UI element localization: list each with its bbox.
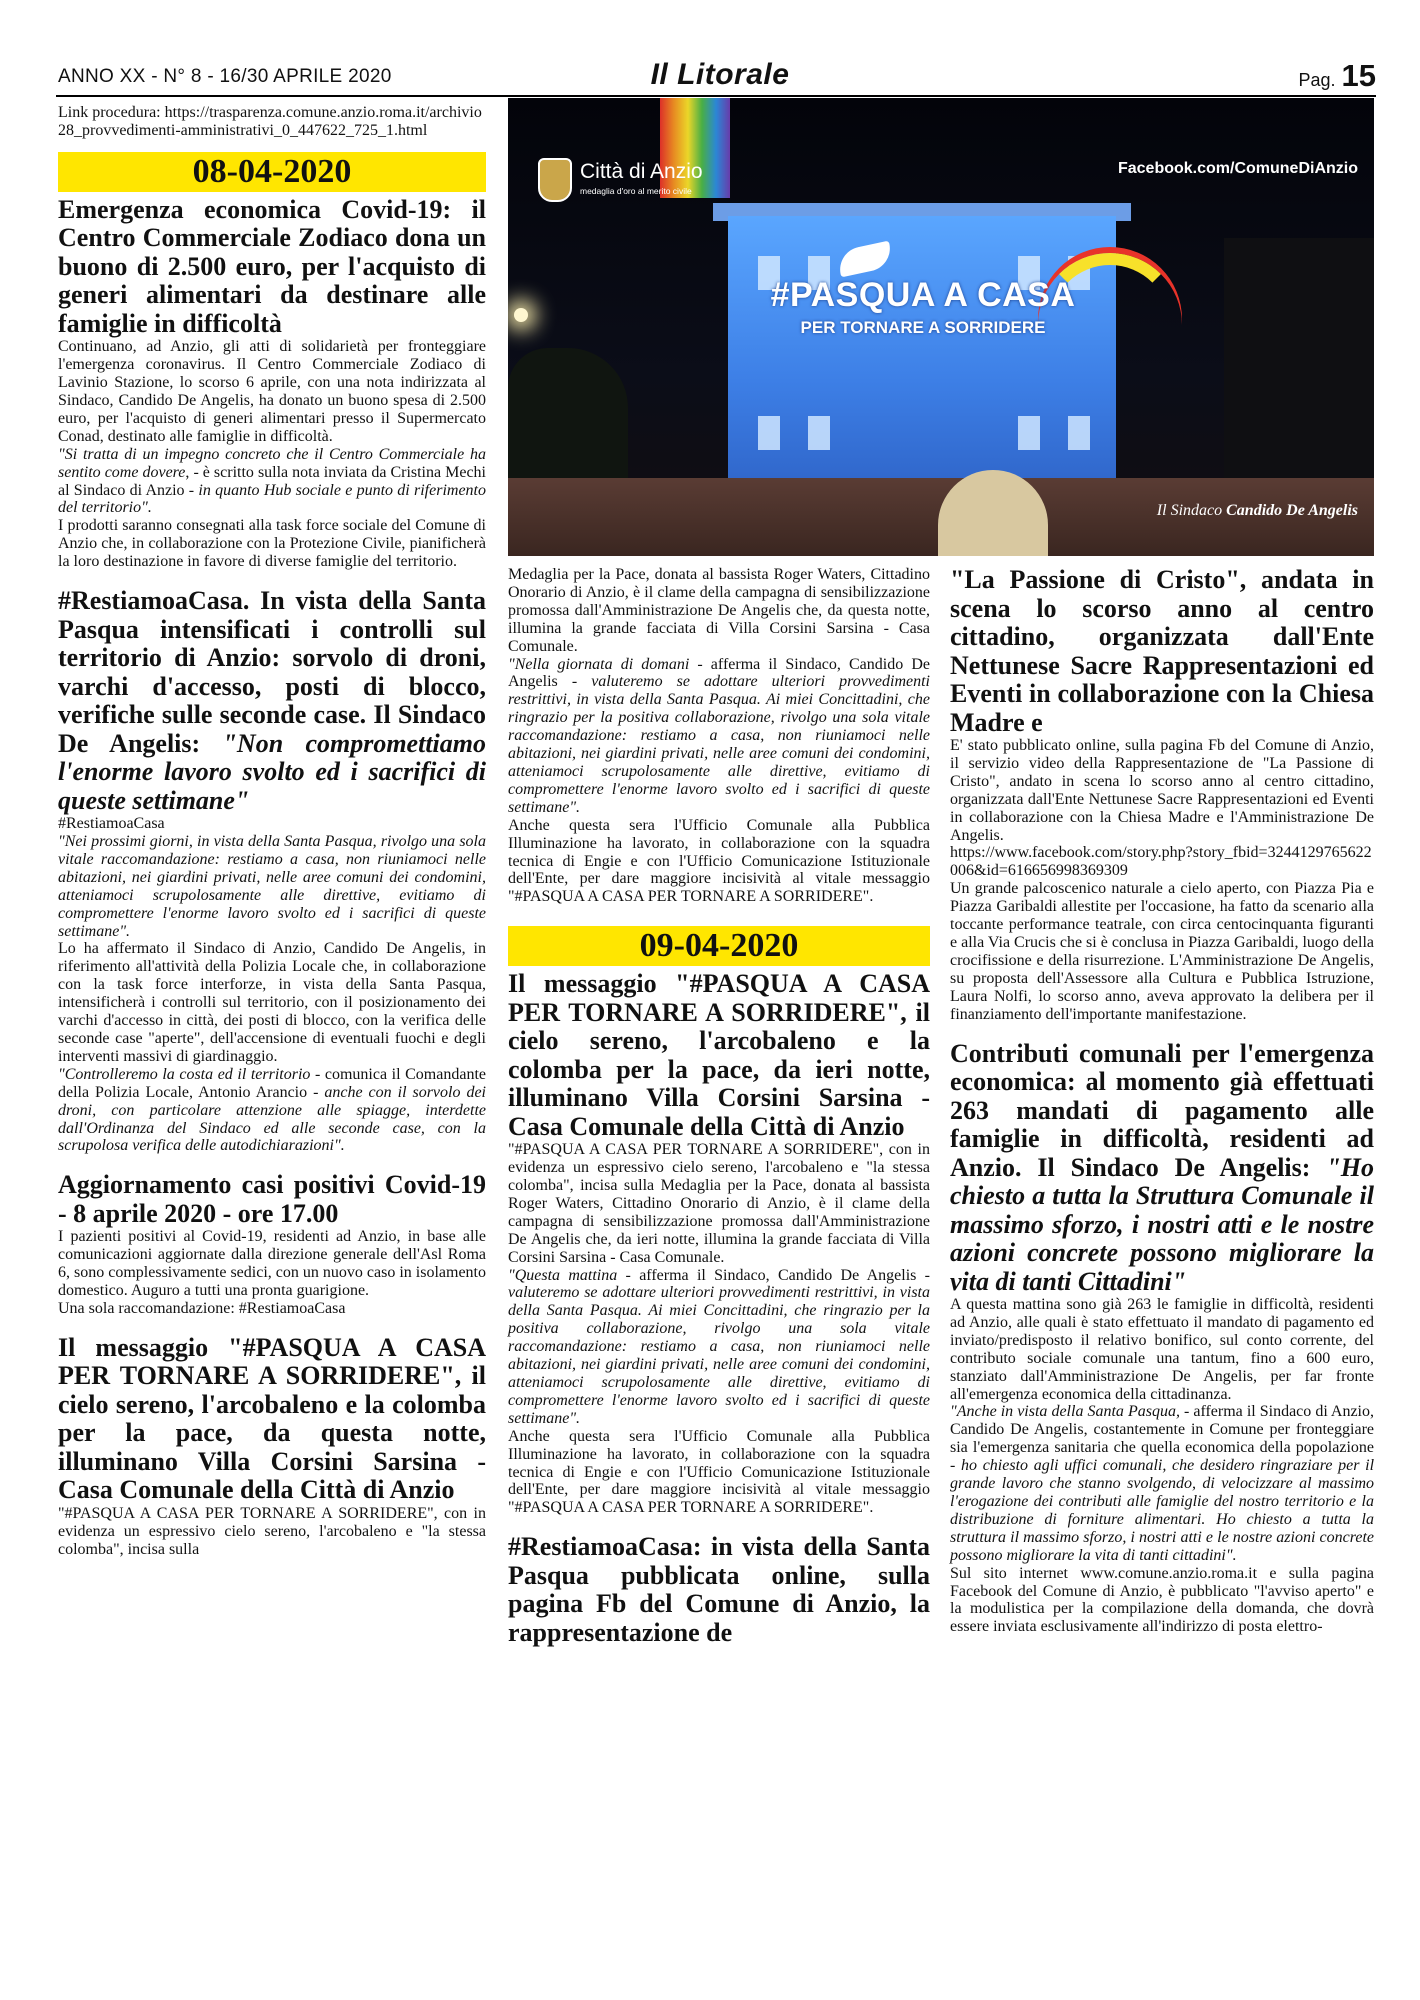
headline-text: Contributi comunali per l'emergenza economica: al momento già effettuati 263 mandati di pagamento alle famiglie in difficoltà, residenti ad Anzio. Il Sindaco De Angelis: [950,1038,1374,1182]
headline-quote: "Ho chiesto a tutta la Struttura Comunale il massimo sforzo, i nostri atti e le nostre azioni concrete possono migliorare la vita di tanti Cittadini" [950,1152,1374,1296]
article-paragraph [508,1267,930,1428]
article-paragraph: Continuano, ad Anzio, gli atti di solidarietà per fronteggiare l'emergenza coronavirus. Il Centro Commerciale Zodiaco di Lavinio Stazione, lo scorso 6 aprile, con una nota indirizzata al Sindaco, Candido De Angelis, ha donato un buono spesa di 2.500 euro, per l'acquisto di generi alimentari presso il Supermercato Conad, destinato alle famiglie in difficoltà. [58,338,486,445]
column-2 [508,566,930,1647]
column-3 [950,566,1374,1636]
headline-text: #RestiamoaCasa. In vista della Santa Pasqua intensificati i controlli sul territorio di Anzio: sorvolo di droni, varchi d'accesso, posti di blocco, verifiche sulle seconde case. Il Sindaco De Angelis: [58,586,486,758]
quote: valuteremo se adottare ulteriori provvedimenti restrittivi, in vista della Santa Pasqua. Ai miei Concittadini, che ringrazio per la positiva collaborazione, rivolgo una sola vitale raccomandazione: restiamo a casa, non riuniamoci nelle abitazioni, nei giardini privati, nelle aree comuni dei condomini, atteniamoci scrupolosamente alle direttive, evitiamo di compromettere l'enorme lavoro svolto ed i sacrifici di queste settimane". [508,1284,930,1427]
quote: valuteremo se adottare ulteriori provvedimenti restrittivi, in vista della Santa Pasqua. Ai miei Concittadini, che ringrazio per la positiva collaborazione, rivolgo una sola vitale raccomandazione: restiamo a casa, non riuniamoci nelle abitazioni, nei giardini privati, nelle aree comuni dei condomini, atteniamoci scrupolosamente alle direttive, evitiamo di compromettere l'enorme lavoro svolto ed i sacrifici di queste settimane". [508,673,930,816]
quote: "Si tratta di un impegno concreto che il Centro Commerciale ha sentito come dovere [58,445,486,481]
caption-prefix: Il Sindaco [1156,502,1227,519]
article-quote: "Nei prossimi giorni, in vista della Santa Pasqua, rivolgo una sola vitale raccomandazione: restiamo a casa, non riuniamoci nelle abitazioni, nei giardini privati, nelle aree comuni dei condomini, atteniamoci scrupolosamente alle direttive, evitiamo di compromettere l'enorme lavoro svolto ed i sacrifici di queste settimane". [58,833,486,940]
date-banner: 09-04-2020 [508,926,930,966]
caption-name: Candido De Angelis [1226,502,1358,519]
article-paragraph: Un grande palcoscenico naturale a cielo aperto, con Piazza Pia e Piazza Garibaldi allestite per l'occasione, ha fatto da scenario alla toccante performance teatrale, con circa centocinquanta figuranti e alla Via Crucis che si è conclusa in Piazza Garibaldi, luogo della crocifissione e della risurrezione. L'Amministrazione De Angelis, su proposta dell'Assessore alla Cultura e Pubblica Istruzione, Laura Nolfi, lo scorso anno, aveva approvato la delibera per il finanziamento dell'importante manifestazione. [950,880,1374,1023]
attribution: - afferma il Sindaco, Candido De Angelis - [617,1266,930,1284]
article-paragraph [58,446,486,518]
article-headline: Aggiornamento casi positivi Covid-19 - 8 aprile 2020 - ore 17.00 [58,1170,486,1228]
tree-silhouette [508,348,628,488]
article-headline: "La Passione di Cristo", andata in scena lo scorso anno al centro cittadino, organizzata dall'Ente Nettunese Sacre Rappresentazioni ed Eventi in collaborazione con la Chiesa Madre e [950,565,1374,737]
window [1018,416,1040,450]
article-paragraph: I prodotti saranno consegnati alla task force sociale del Comune di Anzio che, in collaborazione con la Protezione Civile, pianificherà la loro destinazione in favore di diverse famiglie del territorio. [58,517,486,571]
article-paragraph [950,1403,1374,1564]
attribution: - afferma il Sindaco di Anzio, Candido De Angelis, costantemente in Comune per fronteggiare sia l'emergenza sanitaria che quella economica della popolazione - [950,1403,1375,1475]
window [1068,416,1090,450]
article-headline [58,587,486,815]
article-headline: Emergenza economica Covid-19: il Centro Commerciale Zodiaco dona un buono di 2.500 euro, per l'acquisto di generi alimentari da destinare alle famiglie in difficoltà [58,194,486,338]
villa-photo [508,98,1374,556]
quote: anche con il sorvolo dei droni, con particolare attenzione alle spiagge, interdette dall'Ordinanza del Sindaco ed alle seconde case, con la scrupolosa verifica delle autodichiarazioni". [58,1083,486,1155]
article-headline [950,1040,1374,1297]
article-paragraph: Sul sito internet www.comune.anzio.roma.it e sulla pagina Facebook del Comune di Anzio, è pubblicato "l'avviso aperto" e la modulistica per la compilazione della domanda, che dovrà essere inviata esclusivamente all'indirizzo di posta elettro- [950,1564,1374,1636]
projected-slogan-sub: PER TORNARE A SORRIDERE [800,318,1046,337]
window [758,416,780,450]
column-1 [58,104,486,1559]
attribution: - comunica il Comandante della Polizia Locale, Antonio Arancio - [58,1065,486,1101]
projected-slogan: #PASQUA A CASA [770,276,1076,314]
quote: "Anche in vista della Santa Pasqua, [950,1403,1180,1421]
window [808,416,830,450]
article-headline: #RestiamoaCasa: in vista della Santa Pasqua pubblicata online, sulla pagina Fb del Comune di Anzio, la rappresentazione de [508,1532,930,1647]
quote: "Controlleremo la costa ed il territorio [58,1065,311,1083]
city-crest-icon [538,158,572,202]
city-name: Città di Anzio [580,160,703,183]
article-paragraph: Una sola raccomandazione: #RestiamoaCasa [58,1299,346,1317]
article-paragraph: Anche questa sera l'Ufficio Comunale alla Pubblica Illuminazione ha lavorato, in collaborazione con la squadra tecnica di Engie e con l'Ufficio Comunicazione Istituzionale dell'Ente, per dare maggiore incisività al vitale messaggio "#PASQUA A CASA PER TORNARE A SORRIDERE". [508,1427,930,1517]
article-paragraph: Medaglia per la Pace, donata al bassista Roger Waters, Cittadino Onorario di Anzio, è il clame della campagna di sensibilizzazione promossa dall'Amministrazione De Angelis che, da questa notte, illumina la grande facciata di Villa Corsini Sarsina - Casa Comunale. [508,566,930,655]
date-banner: 08-04-2020 [58,152,486,192]
article-headline: Il messaggio "#PASQUA A CASA PER TORNARE A SORRIDERE", il cielo sereno, l'arcobaleno e la colomba per la pace, da ieri notte, illuminano Villa Corsini Sarsina - Casa Comunale della Città di Anzio [508,969,930,1141]
facebook-link[interactable]: https://www.facebook.com/story.php?story_fbid=3244129765622006&id=616656998369309 [950,844,1372,880]
quote: "Questa mattina [508,1266,618,1284]
masthead: Il Litorale [650,58,790,91]
article-headline: Il messaggio "#PASQUA A CASA PER TORNARE A SORRIDERE", il cielo sereno, l'arcobaleno e la colomba per la pace, da questa notte, illuminano Villa Corsini Sarsina - Casa Comunale della Città di Anzio [58,1332,486,1505]
attribution: , - è scritto sulla nota inviata da Cristina Mechi al Sindaco di Anzio - [58,463,487,499]
headline-quote: "Non compromettiamo l'enorme lavoro svolto ed i sacrifici di queste settimane" [58,728,486,815]
article-paragraph [508,656,930,817]
city-motto: medaglia d'oro al merito civile [580,186,692,196]
article-paragraph: Anche questa sera l'Ufficio Comunale alla Pubblica Illuminazione ha lavorato, in collaborazione con la squadra tecnica di Engie e con l'Ufficio Comunicazione Istituzionale dell'Ente, per dare maggiore incisività al vitale messaggio "#PASQUA A CASA PER TORNARE A SORRIDERE". [508,816,930,906]
article-paragraph: Lo ha affermato il Sindaco di Anzio, Candido De Angelis, in riferimento all'attività della Polizia Locale che, in collaborazione con la task force interforze, in vista della Santa Pasqua, intensificherà i controlli sul territorio, con il posizionamento dei varchi d'accesso in città, dei posti di blocco, con la verifica delle seconde case "aperte", dell'accensione di eventuali fuochi e degli interventi massivi di giardinaggio. [58,940,486,1065]
issue-info: ANNO XX - N° 8 - 16/30 APRILE 2020 [58,66,392,87]
article-paragraph [58,1066,486,1156]
quote: "Nella giornata di domani [508,655,690,673]
article-paragraph: I pazienti positivi al Covid-19, residenti ad Anzio, in base alle comunicazioni aggiornate dalla direzione generale dell'Asl Roma 6, sono complessivamente sedici, con un nuovo caso in isolamento domestico. Auguro a tutti una pronta guarigione. [58,1228,486,1300]
article-paragraph: "#PASQUA A CASA PER TORNARE A SORRIDERE", con in evidenza un espressivo cielo sereno, l'arcobaleno e "la stessa colomba", incisa sulla [58,1504,486,1558]
article-paragraph: E' stato pubblicato online, sulla pagina Fb del Comune di Anzio, il servizio video della Rappresentazione de "La Passione di Cristo", andato in scena lo scorso anno al centro cittadino, organizzata dall'Ente Nettunese Sacre Rappresentazioni ed Eventi in collaborazione con la Chiesa Madre e l'Amministrazione De Angelis. [950,737,1374,844]
building-silhouette [1224,238,1374,478]
street-lamp [514,308,528,322]
page-number-value: 15 [1341,58,1376,93]
attribution: - afferma il Sindaco, Candido De Angelis - [508,655,930,691]
villa-facade [728,216,1116,516]
page-label: Pag. [1298,70,1336,90]
procedure-link: Link procedura: https://trasparenza.comune.anzio.roma.it/archivio28_provvedimenti-amministrativi_0_447622_725_1.html [58,104,482,139]
article-paragraph: "#PASQUA A CASA PER TORNARE A SORRIDERE", con in evidenza un espressivo cielo sereno, l'arcobaleno e "la stessa colomba", incisa sulla Medaglia per la Pace, donata al bassista Roger Waters, Cittadino Onorario di Anzio, è il clame della campagna di sensibilizzazione promossa dall'Amministrazione De Angelis che, da ieri notte, illumina la grande facciata di Villa Corsini Sarsina - Casa Comunale. [508,1141,930,1266]
article-paragraph: A questa mattina sono già 263 le famiglie in difficoltà, residenti ad Anzio, alle quali è stato effettuato il mandato di pagamento ed inviato/predisposto il relativo bonifico, sul conto corrente, del contributo sociale comunale una tantum, fino a 600 euro, stanziato dall'Amministrazione De Angelis, per far fronte all'emergenza economica della cittadinanza. [950,1296,1374,1403]
photo-caption [1157,502,1358,520]
hashtag: #RestiamoaCasa [58,815,165,833]
quote: in quanto Hub sociale e punto di riferimento del territorio". [58,481,486,517]
facebook-handle: Facebook.com/ComuneDiAnzio [1117,160,1358,177]
page-number [1298,58,1376,94]
header-rule [56,95,1376,97]
quote: ho chiesto agli uffici comunali, che desidero ringraziare per il grande lavoro che stanno svolgendo, di velocizzare al massimo l'erogazione dei contributi alle famiglie del nostro territorio e la distribuzione di forniture alimentari. Ho chiesto a tutta la struttura il massimo sforzo, i nostri atti e le nostre azioni concrete possono migliorare la vita di tanti cittadini". [950,1457,1375,1564]
